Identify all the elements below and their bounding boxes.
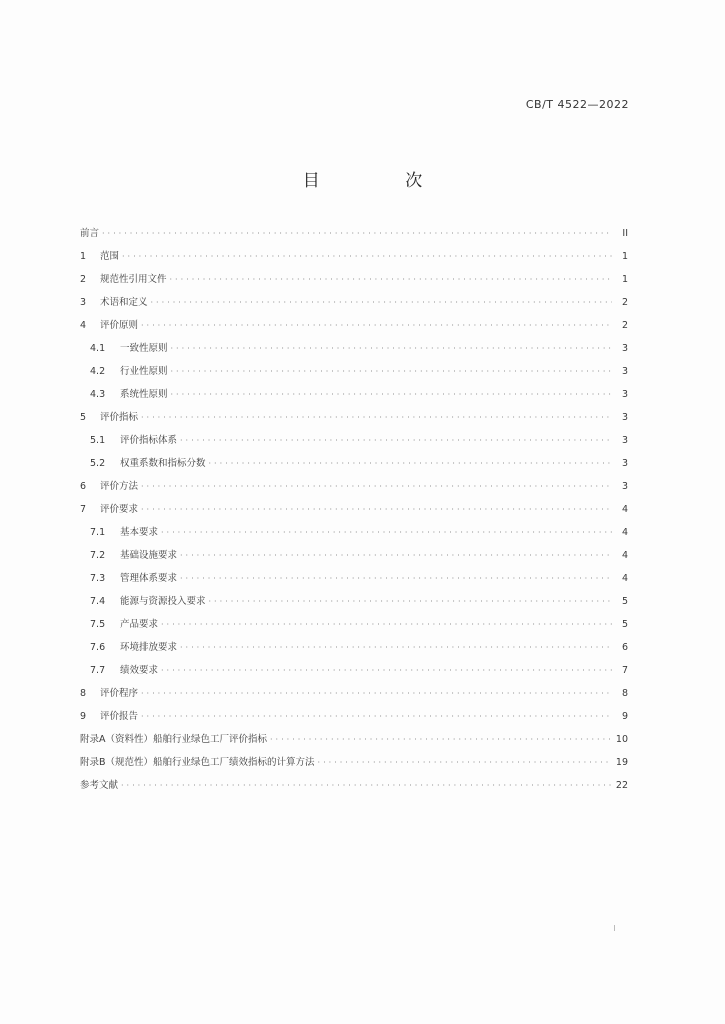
toc-leader-dots [122, 252, 612, 261]
toc-entry-label: 评价方法 [100, 481, 139, 492]
toc-entry-number: 5.1 [90, 435, 106, 446]
toc-entry-label: 范围 [100, 251, 120, 262]
toc-leader-dots [318, 758, 612, 767]
toc-entry-label: 评价程序 [100, 688, 139, 699]
toc-entry[interactable] [80, 547, 628, 570]
toc-entry-label: 一致性原则 [120, 343, 168, 354]
toc-leader-dots [171, 390, 612, 399]
toc-entry-number: 4.3 [90, 389, 106, 400]
toc-entry[interactable] [80, 754, 628, 777]
toc-entry[interactable] [80, 593, 628, 616]
toc-entry[interactable] [80, 708, 628, 731]
toc-entry-number: 5 [80, 412, 87, 423]
toc-leader-dots [270, 735, 612, 744]
toc-entry-number: 2 [80, 274, 87, 285]
toc-entry-page: 5 [621, 619, 628, 630]
toc-entry-page: 4 [621, 527, 628, 538]
toc-leader-dots [171, 367, 612, 376]
toc-entry-number: 4.2 [90, 366, 106, 377]
toc-entry-page: 3 [621, 366, 628, 377]
toc-entry-page: 2 [621, 297, 628, 308]
toc-leader-dots [141, 321, 612, 330]
toc-entry-label: 附录A（资料性）船舶行业绿色工厂评价指标 [80, 734, 267, 745]
toc-leader-dots [141, 712, 612, 721]
toc-entry[interactable] [80, 524, 628, 547]
toc-entry-page: 10 [615, 734, 628, 745]
toc-entry-page: 3 [621, 458, 628, 469]
toc-entry[interactable] [80, 409, 628, 432]
toc-entry[interactable] [80, 501, 628, 524]
toc-entry-label: 行业性原则 [120, 366, 168, 377]
toc-entry-page: 3 [621, 412, 628, 423]
toc-entry-page: 9 [621, 711, 628, 722]
toc-entry[interactable] [80, 478, 628, 501]
toc-entry[interactable] [80, 317, 628, 340]
table-of-contents [80, 225, 628, 800]
toc-entry[interactable] [80, 685, 628, 708]
toc-entry-label: 权重系数和指标分数 [120, 458, 206, 469]
toc-leader-dots [161, 620, 612, 629]
toc-entry[interactable] [80, 248, 628, 271]
toc-entry-label: 绩效要求 [120, 665, 159, 676]
toc-entry-page: 19 [615, 757, 628, 768]
standard-code: CB/T 4522—2022 [525, 98, 629, 111]
toc-leader-dots [141, 505, 612, 514]
toc-entry-page: 8 [621, 688, 628, 699]
toc-leader-dots [141, 413, 612, 422]
toc-leader-dots [180, 551, 612, 560]
toc-leader-dots [151, 298, 612, 307]
toc-entry-page: 22 [615, 780, 628, 791]
toc-entry-page: 3 [621, 481, 628, 492]
toc-entry-page: 2 [621, 320, 628, 331]
toc-entry[interactable] [80, 386, 628, 409]
toc-entry-number: 3 [80, 297, 87, 308]
toc-leader-dots [141, 482, 612, 491]
toc-entry-number: 1 [80, 251, 87, 262]
toc-entry-page: 3 [621, 435, 628, 446]
toc-entry-label: 管理体系要求 [120, 573, 178, 584]
toc-entry-page: 6 [621, 642, 628, 653]
toc-entry[interactable] [80, 777, 628, 800]
toc-entry-number: 7.2 [90, 550, 106, 561]
toc-leader-dots [180, 643, 612, 652]
toc-entry-page: II [622, 228, 628, 239]
toc-entry-page: 5 [621, 596, 628, 607]
toc-entry[interactable] [80, 639, 628, 662]
toc-entry[interactable] [80, 662, 628, 685]
toc-entry-label: 前言 [80, 228, 100, 239]
toc-entry-label: 评价要求 [100, 504, 139, 515]
page-title: 目 次 [302, 171, 463, 191]
toc-leader-dots [170, 275, 612, 284]
toc-leader-dots [209, 597, 612, 606]
toc-entry-page: 1 [621, 251, 628, 262]
toc-entry-label: 评价原则 [100, 320, 139, 331]
toc-entry-label: 能源与资源投入要求 [120, 596, 206, 607]
toc-entry[interactable] [80, 363, 628, 386]
toc-entry-label: 环境排放要求 [120, 642, 178, 653]
toc-entry-number: 4.1 [90, 343, 106, 354]
toc-entry-label: 评价指标体系 [120, 435, 178, 446]
toc-entry-number: 8 [80, 688, 87, 699]
toc-entry[interactable] [80, 340, 628, 363]
toc-entry-number: 9 [80, 711, 87, 722]
toc-leader-dots [161, 528, 612, 537]
toc-entry[interactable] [80, 294, 628, 317]
toc-entry-page: 7 [621, 665, 628, 676]
toc-entry-page: 4 [621, 573, 628, 584]
toc-entry-number: 5.2 [90, 458, 106, 469]
toc-leader-dots [102, 229, 612, 238]
toc-entry-label: 产品要求 [120, 619, 159, 630]
toc-entry-number: 6 [80, 481, 87, 492]
toc-leader-dots [141, 689, 612, 698]
toc-entry[interactable] [80, 225, 628, 248]
toc-entry-label: 系统性原则 [120, 389, 168, 400]
toc-entry-label: 评价报告 [100, 711, 139, 722]
toc-entry-label: 附录B（规范性）船舶行业绿色工厂绩效指标的计算方法 [80, 757, 315, 768]
toc-entry-number: 7.5 [90, 619, 106, 630]
toc-entry-page: 4 [621, 504, 628, 515]
toc-entry[interactable] [80, 616, 628, 639]
toc-entry-number: 7.4 [90, 596, 106, 607]
toc-entry[interactable] [80, 570, 628, 593]
scan-mark [614, 925, 615, 931]
toc-entry-label: 参考文献 [80, 780, 119, 791]
toc-entry[interactable] [80, 455, 628, 478]
toc-entry-page: 3 [621, 343, 628, 354]
toc-entry[interactable] [80, 271, 628, 294]
toc-entry-label: 规范性引用文件 [100, 274, 167, 285]
toc-entry[interactable] [80, 731, 628, 754]
toc-entry-number: 7.7 [90, 665, 106, 676]
toc-entry-number: 7.3 [90, 573, 106, 584]
toc-entry-number: 4 [80, 320, 87, 331]
toc-leader-dots [161, 666, 612, 675]
toc-entry-page: 1 [621, 274, 628, 285]
toc-leader-dots [180, 436, 612, 445]
toc-leader-dots [121, 781, 612, 790]
toc-entry-label: 术语和定义 [100, 297, 148, 308]
toc-leader-dots [180, 574, 612, 583]
toc-entry-label: 基本要求 [120, 527, 159, 538]
toc-entry-number: 7.6 [90, 642, 106, 653]
toc-entry-label: 基础设施要求 [120, 550, 178, 561]
toc-entry-label: 评价指标 [100, 412, 139, 423]
toc-entry-page: 3 [621, 389, 628, 400]
toc-leader-dots [171, 344, 612, 353]
toc-leader-dots [209, 459, 612, 468]
toc-entry-number: 7.1 [90, 527, 106, 538]
toc-entry-number: 7 [80, 504, 87, 515]
toc-entry[interactable] [80, 432, 628, 455]
toc-entry-page: 4 [621, 550, 628, 561]
